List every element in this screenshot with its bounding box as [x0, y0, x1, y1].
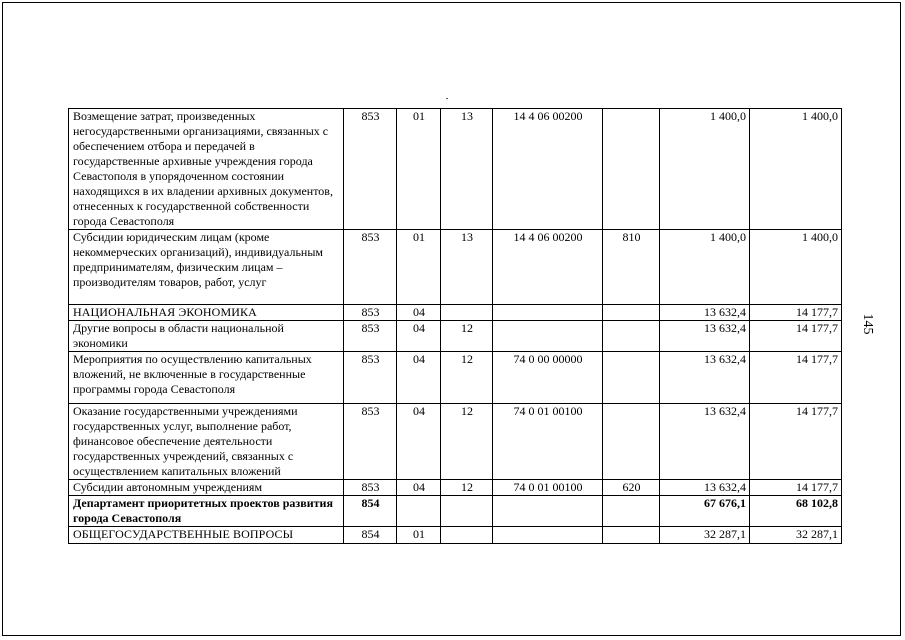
section-code: 04 — [397, 305, 441, 321]
expense-type — [603, 305, 660, 321]
subsection-code: 12 — [441, 480, 493, 496]
table-row — [69, 352, 842, 404]
expense-type — [603, 496, 660, 527]
row-name: Мероприятия по осуществлению капитальных вложений, не включенные в государственные программы города Севастополя — [69, 352, 344, 404]
sum-year-1: 1 400,0 — [660, 109, 750, 230]
row-name: Департамент приоритетных проектов развития города Севастополя — [69, 496, 344, 527]
target-article — [493, 321, 603, 352]
expense-type — [603, 109, 660, 230]
sum-year-1: 13 632,4 — [660, 352, 750, 404]
sum-year-2: 14 177,7 — [750, 480, 842, 496]
target-article — [493, 527, 603, 544]
expense-type — [603, 321, 660, 352]
sum-year-2: 14 177,7 — [750, 305, 842, 321]
row-name: Возмещение затрат, произведенных негосударственными организациями, связанных с обеспечением отбора и передачей в государственные архивные учреждения города Севастополя в упорядоченном состоянии находящихся в их владении архивных документов, отнесенных к государственной собственности города Севастополя — [69, 109, 344, 230]
sum-year-1: 13 632,4 — [660, 321, 750, 352]
section-code: 01 — [397, 230, 441, 305]
row-name: Субсидии автономным учреждениям — [69, 480, 344, 496]
section-code: 04 — [397, 321, 441, 352]
subsection-code: 12 — [441, 352, 493, 404]
table-row — [69, 230, 842, 305]
target-article — [493, 496, 603, 527]
ministry-code: 854 — [344, 527, 397, 544]
subsection-code: 13 — [441, 230, 493, 305]
subsection-code — [441, 527, 493, 544]
subsection-code — [441, 305, 493, 321]
ministry-code: 853 — [344, 352, 397, 404]
target-article — [493, 305, 603, 321]
row-name: ОБЩЕГОСУДАРСТВЕННЫЕ ВОПРОСЫ — [69, 527, 344, 544]
expense-type: 810 — [603, 230, 660, 305]
expense-type — [603, 527, 660, 544]
target-article: 14 4 06 00200 — [493, 109, 603, 230]
sum-year-2: 14 177,7 — [750, 404, 842, 480]
ministry-code: 853 — [344, 109, 397, 230]
ministry-code: 854 — [344, 496, 397, 527]
section-code: 04 — [397, 352, 441, 404]
table-row — [69, 527, 842, 544]
sum-year-1: 1 400,0 — [660, 230, 750, 305]
table-row — [69, 321, 842, 352]
target-article: 74 0 01 00100 — [493, 404, 603, 480]
expense-type — [603, 404, 660, 480]
sum-year-2: 1 400,0 — [750, 109, 842, 230]
ministry-code: 853 — [344, 321, 397, 352]
ministry-code: 853 — [344, 230, 397, 305]
sum-year-1: 13 632,4 — [660, 404, 750, 480]
sum-year-1: 32 287,1 — [660, 527, 750, 544]
target-article: 14 4 06 00200 — [493, 230, 603, 305]
section-code: 01 — [397, 109, 441, 230]
sum-year-1: 67 676,1 — [660, 496, 750, 527]
row-name: Другие вопросы в области национальной экономики — [69, 321, 344, 352]
row-name: НАЦИОНАЛЬНАЯ ЭКОНОМИКА — [69, 305, 344, 321]
section-code: 04 — [397, 404, 441, 480]
sum-year-2: 14 177,7 — [750, 321, 842, 352]
sum-year-1: 13 632,4 — [660, 305, 750, 321]
ministry-code: 853 — [344, 480, 397, 496]
table-row — [69, 496, 842, 527]
sum-year-2: 1 400,0 — [750, 230, 842, 305]
sum-year-2: 68 102,8 — [750, 496, 842, 527]
budget-table — [68, 108, 842, 544]
row-name: Субсидии юридическим лицам (кроме некоммерческих организаций), индивидуальным предпринимателям, физическим лицам – производителям товаров, работ, услуг — [69, 230, 344, 305]
sum-year-2: 14 177,7 — [750, 352, 842, 404]
subsection-code: 13 — [441, 109, 493, 230]
table-row — [69, 305, 842, 321]
row-name: Оказание государственными учреждениями государственных услуг, выполнение работ, финансовое обеспечение деятельности государственных учреждений, связанных с осуществлением капитальных вложений — [69, 404, 344, 480]
ministry-code: 853 — [344, 404, 397, 480]
expense-type: 620 — [603, 480, 660, 496]
page-number: 145 — [860, 313, 875, 335]
table-row — [69, 404, 842, 480]
table-row — [69, 480, 842, 496]
target-article: 74 0 00 00000 — [493, 352, 603, 404]
sum-year-2: 32 287,1 — [750, 527, 842, 544]
subsection-code: 12 — [441, 321, 493, 352]
target-article: 74 0 01 00100 — [493, 480, 603, 496]
subsection-code: 12 — [441, 404, 493, 480]
expense-type — [603, 352, 660, 404]
section-code — [397, 496, 441, 527]
section-code: 01 — [397, 527, 441, 544]
sum-year-1: 13 632,4 — [660, 480, 750, 496]
section-code: 04 — [397, 480, 441, 496]
ministry-code: 853 — [344, 305, 397, 321]
table-row — [69, 109, 842, 230]
subsection-code — [441, 496, 493, 527]
scan-speck — [446, 98, 448, 99]
